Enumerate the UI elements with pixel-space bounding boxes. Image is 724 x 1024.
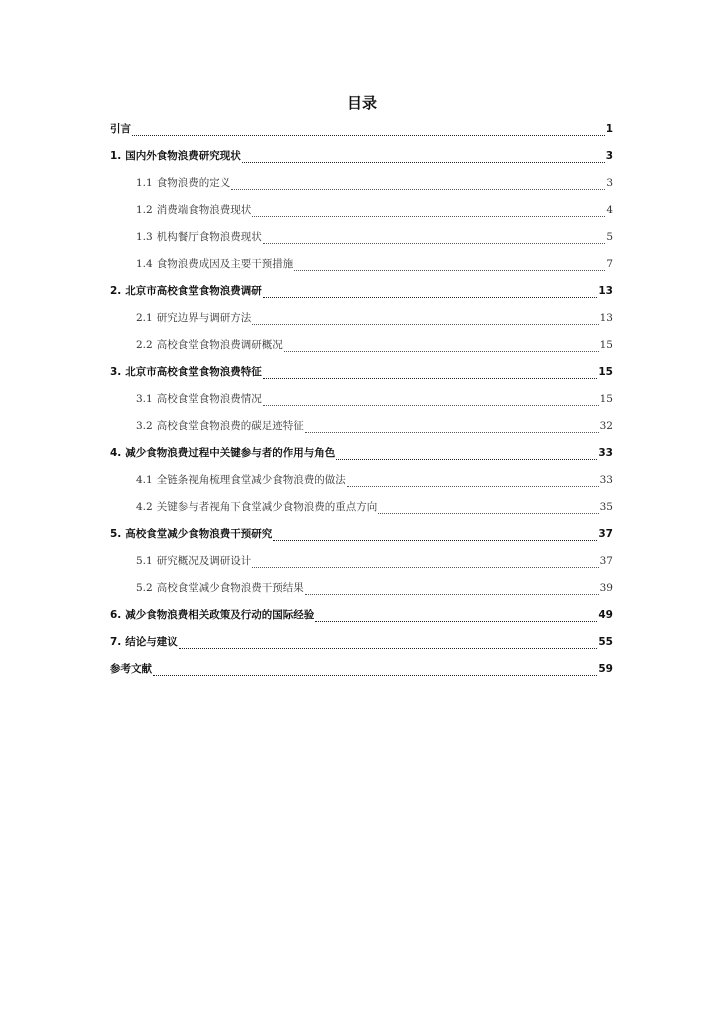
toc-leader-dots xyxy=(252,208,605,217)
toc-entry-page: 7 xyxy=(606,258,613,270)
toc-leader-dots xyxy=(305,586,599,595)
toc-entry-label: 减少食物浪费过程中关键参与者的作用与角色 xyxy=(125,447,336,459)
toc-entry[interactable] xyxy=(110,656,613,683)
toc-entry[interactable] xyxy=(110,224,613,251)
toc-entry-page: 33 xyxy=(598,447,613,459)
toc-entry-page: 32 xyxy=(599,420,613,432)
toc-entry-label: 食物浪费成因及主要干预措施 xyxy=(156,258,294,270)
toc-entry[interactable] xyxy=(110,305,613,332)
toc-leader-dots xyxy=(179,640,598,649)
toc-leader-dots xyxy=(305,424,599,433)
toc-entry-label: 研究概况及调研设计 xyxy=(156,555,252,567)
toc-entry-page: 5 xyxy=(606,231,613,243)
toc-leader-dots xyxy=(315,613,597,622)
toc-entry-label: 结论与建议 xyxy=(125,636,178,648)
toc-entry-label: 高校食堂食物浪费情况 xyxy=(156,393,262,405)
toc-entry-number: 2.1 xyxy=(136,312,153,324)
toc-leader-dots xyxy=(347,478,599,487)
toc-entry-number: 2.2 xyxy=(136,339,153,351)
toc-entry-label: 高校食堂减少食物浪费干预研究 xyxy=(125,528,273,540)
toc-leader-dots xyxy=(252,559,598,568)
toc-entry-number: 5. xyxy=(110,528,122,540)
toc-entry-number: 1.2 xyxy=(136,204,153,216)
toc-entry[interactable] xyxy=(110,170,613,197)
toc-entry-page: 37 xyxy=(598,528,613,540)
toc-entry-number: 1.1 xyxy=(136,177,153,189)
toc-leader-dots xyxy=(263,397,599,406)
toc-entry[interactable] xyxy=(110,386,613,413)
toc-leader-dots xyxy=(263,370,598,379)
toc-entry-page: 15 xyxy=(599,339,613,351)
toc-leader-dots xyxy=(294,262,605,271)
toc-entry[interactable] xyxy=(110,413,613,440)
toc-entry-page: 3 xyxy=(605,150,613,162)
toc-entry-page: 15 xyxy=(599,393,613,405)
toc-entry-label: 全链条视角梳理食堂减少食物浪费的做法 xyxy=(156,474,346,486)
toc-entry-number: 3. xyxy=(110,366,122,378)
toc-leader-dots xyxy=(153,667,597,676)
toc-entry-number: 5.1 xyxy=(136,555,153,567)
toc-entry-page: 33 xyxy=(599,474,613,486)
toc-entry[interactable] xyxy=(110,548,613,575)
toc-leader-dots xyxy=(263,235,606,244)
toc-entry-label: 机构餐厅食物浪费现状 xyxy=(156,231,262,243)
toc-entry-number: 4. xyxy=(110,447,122,459)
toc-entry[interactable] xyxy=(110,629,613,656)
toc-entry[interactable] xyxy=(110,143,613,170)
toc-entry-page: 13 xyxy=(598,285,613,297)
toc-leader-dots xyxy=(263,289,598,298)
toc-entry-label: 高校食堂食物浪费调研概况 xyxy=(156,339,283,351)
toc-entry-page: 39 xyxy=(599,582,613,594)
toc-entry-label: 食物浪费的定义 xyxy=(156,177,231,189)
toc-entry-number: 3.2 xyxy=(136,420,153,432)
toc-entry-label: 高校食堂食物浪费的碳足迹特征 xyxy=(156,420,304,432)
toc-entry-page: 3 xyxy=(606,177,613,189)
toc-entry[interactable] xyxy=(110,332,613,359)
toc-entry-page: 37 xyxy=(599,555,613,567)
toc-entry[interactable] xyxy=(110,575,613,602)
toc-entry-number: 5.2 xyxy=(136,582,153,594)
toc-leader-dots xyxy=(252,316,598,325)
toc-entry-label: 消费端食物浪费现状 xyxy=(156,204,252,216)
table-of-contents xyxy=(110,116,613,683)
toc-entry-number: 1.3 xyxy=(136,231,153,243)
toc-leader-dots xyxy=(273,532,597,541)
toc-leader-dots xyxy=(231,181,605,190)
toc-entry-number: 2. xyxy=(110,285,122,297)
toc-entry-number: 3.1 xyxy=(136,393,153,405)
toc-entry-label: 关键参与者视角下食堂减少食物浪费的重点方向 xyxy=(156,501,378,513)
toc-leader-dots xyxy=(336,451,597,460)
toc-entry[interactable] xyxy=(110,359,613,386)
toc-entry-number: 4.2 xyxy=(136,501,153,513)
toc-leader-dots xyxy=(284,343,599,352)
toc-entry-page: 15 xyxy=(598,366,613,378)
toc-leader-dots xyxy=(132,127,605,136)
toc-entry-page: 1 xyxy=(605,123,613,135)
toc-entry[interactable] xyxy=(110,602,613,629)
toc-entry[interactable] xyxy=(110,278,613,305)
toc-entry-number: 1. xyxy=(110,150,122,162)
toc-entry[interactable] xyxy=(110,251,613,278)
toc-entry-number: 4.1 xyxy=(136,474,153,486)
toc-entry[interactable] xyxy=(110,494,613,521)
toc-entry-label: 减少食物浪费相关政策及行动的国际经验 xyxy=(125,609,315,621)
toc-title: 目录 xyxy=(346,94,377,112)
toc-entry[interactable] xyxy=(110,116,613,143)
toc-entry-label: 参考文献 xyxy=(110,663,152,675)
toc-entry[interactable] xyxy=(110,197,613,224)
toc-entry-label: 高校食堂减少食物浪费干预结果 xyxy=(156,582,304,594)
toc-entry-label: 国内外食物浪费研究现状 xyxy=(125,150,241,162)
toc-entry[interactable] xyxy=(110,467,613,494)
toc-entry[interactable] xyxy=(110,440,613,467)
toc-entry-page: 49 xyxy=(598,609,613,621)
toc-entry-page: 4 xyxy=(606,204,613,216)
toc-entry-label: 引言 xyxy=(110,123,131,135)
toc-entry-label: 研究边界与调研方法 xyxy=(156,312,252,324)
toc-entry-number: 1.4 xyxy=(136,258,153,270)
toc-entry-label: 北京市高校食堂食物浪费特征 xyxy=(125,366,262,378)
toc-entry-page: 59 xyxy=(598,663,613,675)
toc-entry-number: 7. xyxy=(110,636,122,648)
toc-entry-page: 55 xyxy=(598,636,613,648)
toc-entry-number: 6. xyxy=(110,609,122,621)
toc-entry[interactable] xyxy=(110,521,613,548)
toc-entry-page: 13 xyxy=(599,312,613,324)
toc-leader-dots xyxy=(242,154,605,163)
toc-entry-page: 35 xyxy=(599,501,613,513)
toc-leader-dots xyxy=(378,505,598,514)
toc-entry-label: 北京市高校食堂食物浪费调研 xyxy=(125,285,262,297)
